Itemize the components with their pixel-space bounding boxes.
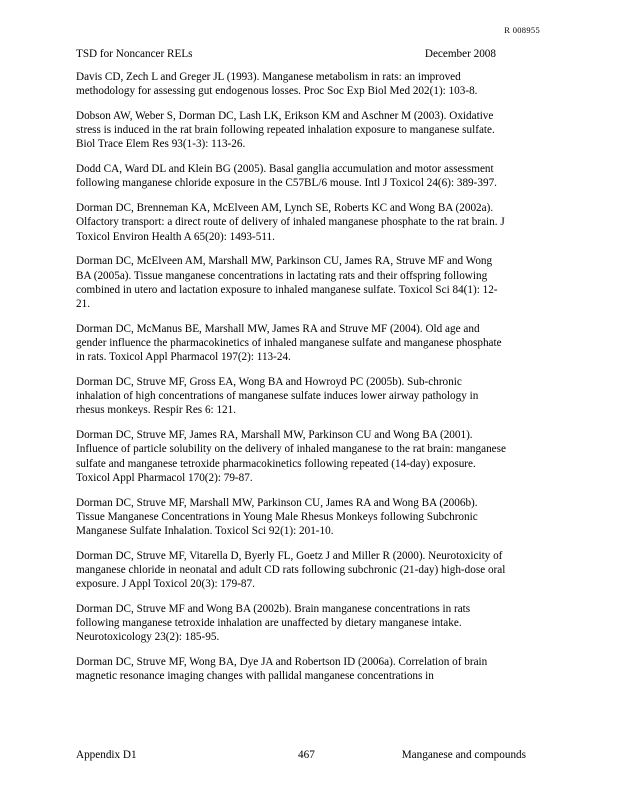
reference-entry: Dobson AW, Weber S, Dorman DC, Lash LK, Erikson KM and Aschner M (2003). Oxidative stress is induced in the rat brain following repeated inhalation exposure to manganese sulfate. Biol Trace Elem Res 93(1-3): 113-26. <box>76 110 495 151</box>
page-number: 467 <box>298 749 315 761</box>
footer-appendix: Appendix D1 <box>76 749 137 761</box>
reference-entry: Dorman DC, Struve MF, Gross EA, Wong BA and Howroyd PC (2005b). Sub-chronic inhalation of high concentrations of manganese sulfate induces lower airway pathology in rhesus monkeys. Respir Res 6: 121. <box>76 376 479 417</box>
reference-entry: Dorman DC, McElveen AM, Marshall MW, Parkinson CU, James RA, Struve MF and Wong BA (2005a). Tissue manganese concentrations in lactating rats and their offspring following combined in utero and lactation exposure to inhaled manganese sulfate. Toxicol Sci 84(1): 12-21. <box>76 255 498 311</box>
header-date: December 2008 <box>424 48 496 60</box>
reference-entry: Dorman DC, Struve MF and Wong BA (2002b). Brain manganese concentrations in rats following manganese tetroxide inhalation are unaffected by dietary manganese intake. Neurotoxicology 23(2): 185-95. <box>76 603 471 644</box>
footer-subject: Manganese and compounds <box>401 749 526 761</box>
reference-entry: Davis CD, Zech L and Greger JL (1993). Manganese metabolism in rats: an improved methodology for assessing gut endogenous losses. Proc Soc Exp Biol Med 202(1): 103-8. <box>76 71 478 98</box>
reference-entry: Dorman DC, McManus BE, Marshall MW, James RA and Struve MF (2004). Old age and gender influence the pharmacokinetics of inhaled manganese sulfate and manganese phosphate in rats. Toxicol Appl Pharmacol 197(2): 113-24. <box>76 322 502 364</box>
reference-entry: Dorman DC, Brenneman KA, McElveen AM, Lynch SE, Roberts KC and Wong BA (2002a). Olfactory transport: a direct route of delivery of inhaled manganese phosphate to the rat brain. J Toxicol Environ Health A 65(20): 1493-511. <box>76 202 505 243</box>
reference-entry: Dorman DC, Struve MF, Marshall MW, Parkinson CU, James RA and Wong BA (2006b). Tissue Manganese Concentrations in Young Male Rhesus Monkeys following Subchronic Manganese Sulfate Inhalation. Toxicol Sci 92(1): 201-10. <box>76 496 478 538</box>
header-title: TSD for Noncancer RELs <box>76 48 193 60</box>
reference-entry: Dorman DC, Struve MF, James RA, Marshall MW, Parkinson CU and Wong BA (2001). Influence of particle solubility on the delivery of inhaled manganese to the rat brain: manganese sulfate and manganese tetroxide pharmacokinetics following repeated (14-day) exposure. Toxicol Appl Pharmacol 170(2): 79-87. <box>76 429 506 484</box>
bates-number: R 008955 <box>504 25 540 35</box>
reference-entry: Dodd CA, Ward DL and Klein BG (2005). Basal ganglia accumulation and motor assessment following manganese chloride exposure in the C57BL/6 mouse. Intl J Toxicol 24(6): 389-397. <box>76 163 497 190</box>
reference-list <box>76 70 508 694</box>
reference-entry: Dorman DC, Struve MF, Wong BA, Dye JA and Robertson ID (2006a). Correlation of brain magnetic resonance imaging changes with pallidal manganese concentrations in <box>76 656 488 683</box>
reference-entry: Dorman DC, Struve MF, Vitarella D, Byerly FL, Goetz J and Miller R (2000). Neurotoxicity of manganese chloride in neonatal and adult CD rats following subchronic (21-day) high-dose oral exposure. J Appl Toxicol 20(3): 179-87. <box>76 549 506 591</box>
